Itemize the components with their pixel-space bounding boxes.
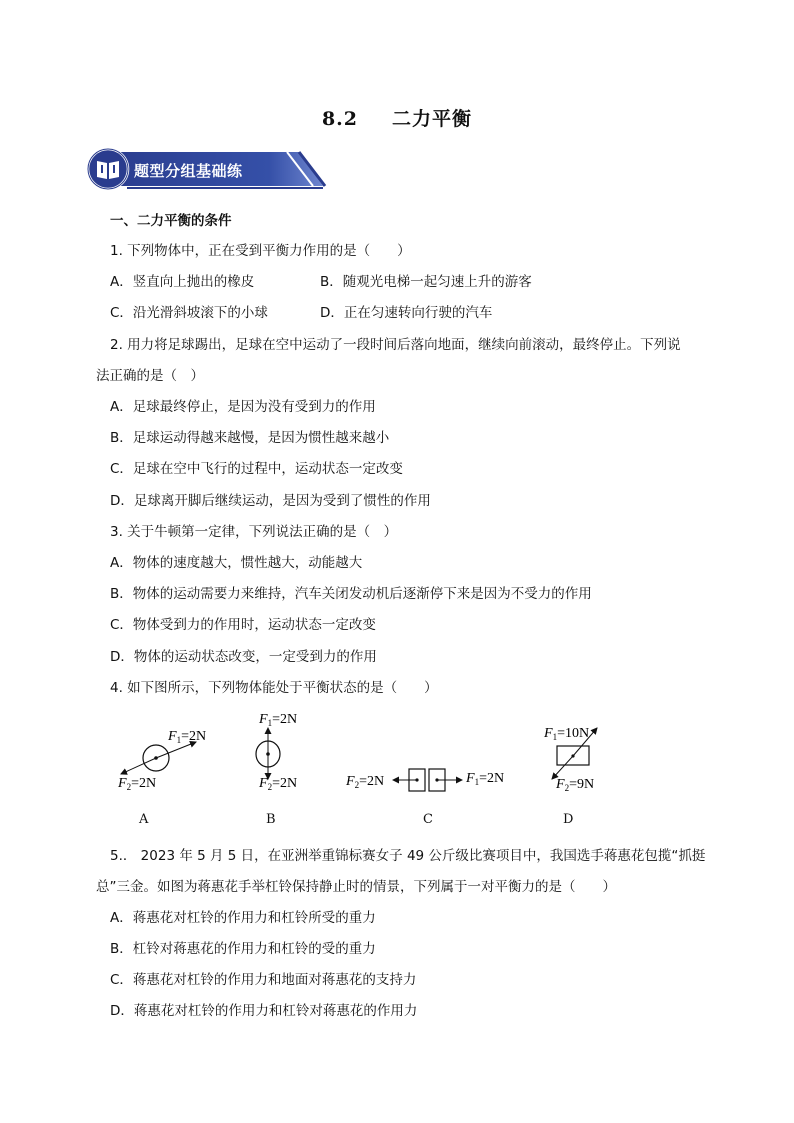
q2-stem-line1: 2. 用力将足球踢出，足球在空中运动了一段时间后落向地面，继续向前滚动，最终停止。下列说	[110, 337, 681, 353]
q5-option-d: D．蒋惠花对杠铃的作用力和杠铃对蒋惠花的作用力	[110, 1003, 418, 1019]
figure-d-f1-label: $F_1=10N$	[544, 726, 590, 742]
q1-option-d: D．正在匀速转向行驶的汽车	[320, 305, 493, 321]
figure-d-caption: D	[563, 812, 574, 827]
q5-stem-line1: 5.． 2023 年 5 月 5 日，在亚洲举重锦标赛女子 49 公斤级比赛项目中，我国选手蒋惠花包揽“抓挺	[110, 848, 706, 864]
figure-a-caption: A	[139, 812, 149, 827]
q2-option-b: B．足球运动得越来越慢，是因为惯性越来越小	[110, 430, 390, 446]
q2-option-a: A．足球最终停止，是因为没有受到力的作用	[110, 399, 376, 415]
figure-a-force2-arrow	[121, 758, 156, 774]
q4-stem: 4. 如下图所示，下列物体能处于平衡状态的是（ ）	[110, 680, 438, 696]
figure-c	[345, 769, 504, 791]
q1-option-a: A．竖直向上抛出的橡皮	[110, 274, 255, 290]
section-title: 二力平衡	[392, 108, 473, 130]
q1-option-c: C．沿光滑斜坡滚下的小球	[110, 305, 268, 321]
figure-b-caption: B	[266, 812, 276, 827]
figure-d-f2-label: $F_2=9N$	[556, 777, 595, 793]
figure-c-f2-label: $F_2=2N$	[346, 774, 385, 790]
figure-b-f2-label: $F_2=2N$	[259, 776, 298, 792]
q3-stem: 3. 关于牛顿第一定律，下列说法正确的是（ ）	[110, 524, 398, 540]
figure-a	[117, 729, 206, 792]
q2-option-d: D．足球离开脚后继续运动，是因为受到了惯性的作用	[110, 493, 431, 509]
banner-label: 题型分组基础练	[134, 162, 243, 180]
figure-a-f1-label: $F_1=2N$	[168, 729, 207, 745]
figure-b	[256, 712, 297, 792]
q2-option-c: C．足球在空中飞行的过程中，运动状态一定改变	[110, 461, 403, 477]
q5-option-b: B．杠铃对蒋惠花的作用力和杠铃的受的重力	[110, 941, 376, 957]
q4-figures	[0, 700, 794, 800]
figure-b-f1-label: $F_1=2N$	[259, 712, 298, 728]
q3-option-c: C．物体受到力的作用时，运动状态一定改变	[110, 617, 376, 633]
figure-c-f1-label: $F_1=2N$	[466, 771, 505, 787]
q2-stem-line2: 法正确的是（ ）	[96, 368, 204, 384]
q3-option-a: A．物体的速度越大，惯性越大，动能越大	[110, 555, 363, 571]
figure-d-force2-arrow	[552, 756, 573, 779]
figure-c-caption: C	[423, 812, 433, 827]
q3-option-d: D．物体的运动状态改变，一定受到力的作用	[110, 649, 377, 665]
section-number: 8.2	[321, 108, 359, 130]
q3-option-b: B．物体的运动需要力来维持，汽车关闭发动机后逐渐停下来是因为不受力的作用	[110, 586, 592, 602]
q1-option-b: B．随观光电梯一起匀速上升的游客	[320, 274, 532, 290]
q1-stem: 1. 下列物体中，正在受到平衡力作用的是（ ）	[110, 243, 411, 259]
q5-option-a: A．蒋惠花对杠铃的作用力和杠铃所受的重力	[110, 910, 376, 926]
q5-option-c: C．蒋惠花对杠铃的作用力和地面对蒋惠花的支持力	[110, 972, 417, 988]
figure-d	[543, 726, 597, 793]
section-heading: 一、二力平衡的条件	[110, 213, 232, 229]
figure-a-f2-label: $F_2=2N$	[118, 776, 157, 792]
q5-stem-line2: 总”三金。如图为蒋惠花手举杠铃保持静止时的情景，下列属于一对平衡力的是（ ）	[96, 879, 616, 895]
page-title	[0, 104, 794, 131]
